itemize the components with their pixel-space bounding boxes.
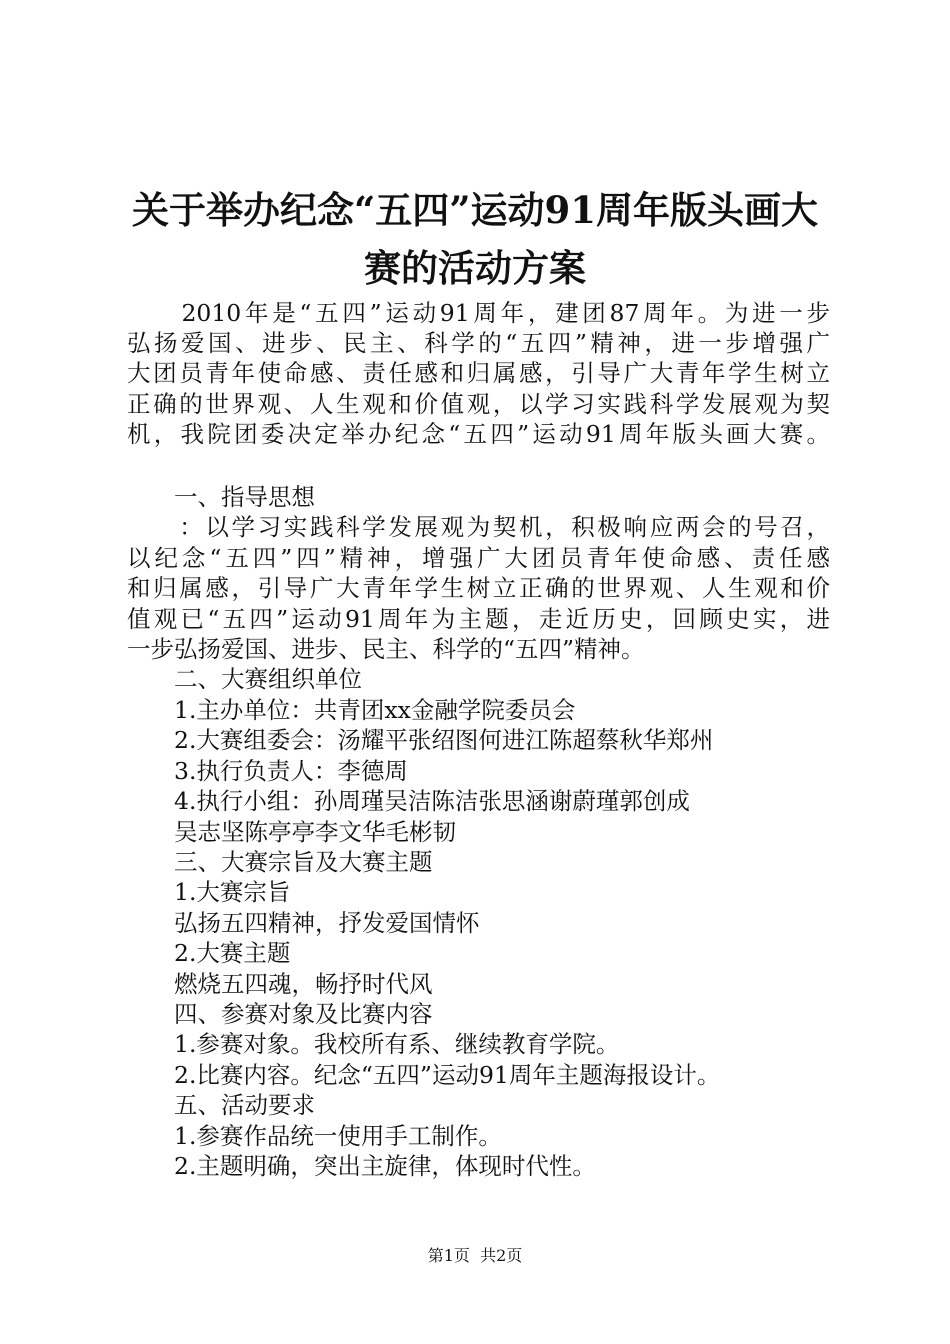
list-item: 2.大赛主题 xyxy=(127,939,291,967)
list-item: 1.主办单位：共青团xx金融学院委员会 xyxy=(127,696,576,724)
list-item: 2.大赛组委会：汤耀平张绍图何进江陈超蔡秋华郑州 xyxy=(127,726,714,754)
list-item: 2.主题明确，突出主旋律，体现时代性。 xyxy=(127,1152,596,1180)
intro-line: 大团员青年使命感、责任感和归属感，引导广大青年学生树立 xyxy=(127,359,830,387)
paragraph-line: 和归属感，引导广大青年学生树立正确的世界观、人生观和价 xyxy=(127,574,830,602)
list-item: 吴志坚陈亭亭李文华毛彬韧 xyxy=(127,818,456,846)
document-title-line-1: 关于举办纪念“五四”运动91周年版头画大 xyxy=(131,188,819,232)
list-item: 1.大赛宗旨 xyxy=(127,878,291,906)
intro-line: 正确的世界观、人生观和价值观，以学习实践科学发展观为契 xyxy=(127,390,830,418)
list-item: 1.参赛作品统一使用手工制作。 xyxy=(127,1122,502,1150)
list-item: 燃烧五四魂，畅抒时代风 xyxy=(127,970,433,998)
section-heading: 二、大赛组织单位 xyxy=(127,665,362,693)
intro-line: 弘扬爱国、进步、民主、科学的“五四”精神，进一步增强广 xyxy=(127,329,830,357)
list-item: 3.执行负责人：李德周 xyxy=(127,757,408,785)
paragraph-line: 值观已“五四”运动91周年为主题，走近历史，回顾史实，进 xyxy=(127,605,830,633)
list-item: 2.比赛内容。纪念“五四”运动91周年主题海报设计。 xyxy=(127,1061,721,1089)
page-number-footer: 第1页 共2页 xyxy=(427,1246,523,1265)
paragraph-line: ：以学习实践科学发展观为契机，积极响应两会的号召， xyxy=(127,513,830,541)
intro-line: 机，我院团委决定举办纪念“五四”运动91周年版头画大赛。 xyxy=(127,420,830,448)
intro-line: 2010年是“五四”运动91周年，建团87周年。为进一步 xyxy=(127,299,830,327)
section-heading: 五、活动要求 xyxy=(127,1091,315,1119)
section-heading: 三、大赛宗旨及大赛主题 xyxy=(127,848,433,876)
section-heading: 一、指导思想 xyxy=(127,483,315,511)
list-item: 4.执行小组：孙周瑾吴洁陈洁张思涵谢蔚瑾郭创成 xyxy=(127,787,690,815)
section-heading: 四、参赛对象及比赛内容 xyxy=(127,1000,433,1028)
document-title-line-2: 赛的活动方案 xyxy=(364,246,586,290)
list-item: 1.参赛对象。我校所有系、继续教育学院。 xyxy=(127,1030,620,1058)
paragraph-line: 以纪念“五四”四”精神，增强广大团员青年使命感、责任感 xyxy=(127,544,830,572)
paragraph-line: 一步弘扬爱国、进步、民主、科学的“五四”精神。 xyxy=(127,635,645,663)
list-item: 弘扬五四精神，抒发爱国情怀 xyxy=(127,909,480,937)
